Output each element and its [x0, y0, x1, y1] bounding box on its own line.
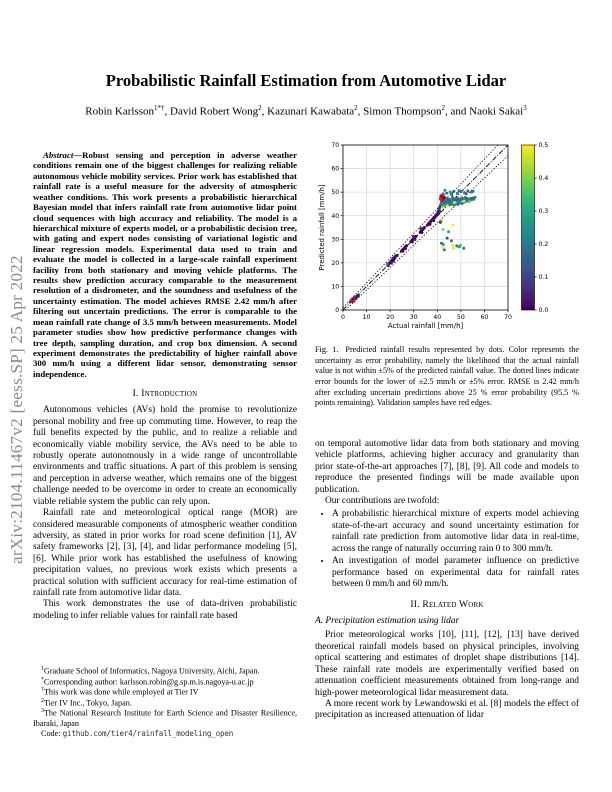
svg-text:60: 60 [331, 165, 340, 173]
contributions-list [315, 509, 579, 590]
subsection-title: Precipitation estimation using lidar [325, 616, 460, 627]
section-title: Introduction [141, 388, 198, 400]
svg-text:10: 10 [362, 314, 371, 321]
subsection-label: A. [315, 616, 324, 627]
svg-text:0.2: 0.2 [538, 241, 549, 249]
author-line: Robin Karlsson$^{1*\dagger}$, David Robert Wong$^2$, Kazunari Kawabata$^2$, Simon Thompson$^2$, and Naoki Sakai$^3$ [85, 104, 527, 118]
related-paragraph-1: Prior meteorological works [10], [11], [12], [13] have derived theoretical rainfall models based on physical principles, involving optical scattering and estimates of droplet shape distributions [14]. These rainfall rate models are experimentally verified based on attenuation coefficient measurements obtained from long-range and high-power meteorological lidar measurement data. [315, 630, 579, 698]
abstract-label: Abstract [43, 150, 74, 160]
related-paragraph-2: A more recent work by Lewandowski et al. [8] models the effect of precipitation as increased attenuation of lidar [315, 698, 579, 721]
subsection-heading-precipitation [315, 616, 579, 626]
section-number: II. [410, 599, 420, 611]
svg-text:0.3: 0.3 [538, 208, 549, 216]
intro-paragraph-2: Rainfall rate and meteorological optical range (MOR) are considered measurable components of atmospheric weather condition adversity, as stated in prior works for road scene definition [1], AV safety frameworks [2], [3], [4], and lidar performance modeling [5], [6]. While prior work has established the usefulness of knowing precipitation values, no previous work exists which presents a practical solution with sufficient accuracy for real-time estimation of rainfall rate from automotive lidar data. [33, 508, 297, 599]
footnote: *Corresponding author: karlsson.robin@g.sp.m.is.nagoya-u.ac.jp [41, 676, 254, 687]
right-column [315, 142, 579, 746]
intro-paragraph-3: This work demonstrates the use of data-driven probabilistic modeling to infer reliable values for rainfall rate based [33, 599, 297, 621]
svg-text:50: 50 [456, 314, 465, 321]
svg-text:70: 70 [331, 142, 340, 150]
contribution-item-2: • An investigation of model parameter influence on predictive performance based on experimental data for rainfall rates between 0 mm/h and 60 mm/h. [332, 556, 579, 590]
svg-text:30: 30 [331, 236, 340, 244]
footnote: $^1$Graduate School of Informatics, Nagoya University, Aichi, Japan. [41, 666, 260, 676]
svg-text:0.5: 0.5 [538, 142, 549, 150]
svg-text:0: 0 [341, 314, 345, 321]
svg-text:Actual rainfall [mm/h]: Actual rainfall [mm/h] [387, 322, 464, 330]
figure-1-caption [315, 345, 579, 409]
section-heading-introduction [33, 388, 297, 399]
svg-text:60: 60 [480, 314, 489, 321]
footnote: †This work was done while employed at Tier IV [41, 687, 199, 697]
intro-paragraph-1: Autonomous vehicles (AVs) hold the promise to revolutionize personal mobility and free up commuting time. However, to reap the full benefits expected by the public, and to realize a reliable and economically viable mobility service, the AVs need to be able to robustly operate autonomously in a wide range of uncontrollable environments and traffic situations. A part of this problem is sensing and perception in adverse weather, which remains one of the biggest challenge needed to be overcome in order to create an economically viable reliable system the public can rely upon. [33, 405, 297, 507]
rainfall-scatter-plot [315, 142, 579, 342]
footnotes-block [33, 666, 297, 739]
svg-text:Predicted rainfall [mm/h]: Predicted rainfall [mm/h] [318, 184, 326, 271]
svg-text:0.0: 0.0 [538, 307, 549, 315]
svg-text:40: 40 [331, 212, 340, 220]
abstract [33, 150, 297, 379]
arxiv-watermark: arXiv:2104.11467v2 [eess.SP] 25 Apr 2022 [7, 255, 26, 565]
footnote: $^2$Tier IV Inc., Tokyo, Japan. [41, 697, 132, 708]
left-column [33, 150, 297, 666]
figure-1-caption-label: Fig. 1. [315, 345, 339, 354]
code-repository-link[interactable]: github.com/tier4/rainfall_modeling_open [62, 728, 234, 738]
figure-1-caption-text: Predicted rainfall results represented by dots. Color represents the uncertainty as error probability, namely the likelihood that the actual rainfall value is not within ±5% of the predicted rainfall value. The dotted lines indicate error bounds for the lower of ±2.5 mm/h or ±5% error. RMSE is 2.42 mm/h after excluding uncertain predictions above 25 % error probability (95.5 % points remaining). Validation samples have red edges. [315, 345, 579, 408]
svg-text:20: 20 [386, 314, 395, 321]
contribution-item-1: • A probabilistic hierarchical mixture of experts model achieving state-of-the-art accuracy and sound uncertainty estimation for rainfall rate prediction from automotive lidar data in real-time, across the range of naturally occurring rain 0 to 300 mm/h. [332, 509, 579, 555]
svg-text:10: 10 [331, 283, 340, 291]
paper-title: Probabilistic Rainfall Estimation from Automotive Lidar [105, 71, 507, 90]
section-heading-related-work [315, 599, 579, 610]
svg-text:50: 50 [331, 189, 340, 197]
svg-text:0: 0 [335, 307, 340, 315]
footnote: Code: github.com/tier4/rainfall_modeling_open [41, 728, 234, 738]
section-title: Related Work [422, 599, 484, 611]
svg-text:20: 20 [331, 259, 340, 267]
svg-text:0.4: 0.4 [538, 175, 549, 183]
figure-1 [315, 142, 579, 409]
svg-text:30: 30 [409, 314, 418, 321]
svg-text:40: 40 [433, 314, 442, 321]
contributions-intro: Our contributions are twofold: [325, 496, 440, 507]
footnote: $^3$The National Research Institute for Earth Science and Disaster Resilience, Ibaraki, Japan [33, 708, 297, 728]
svg-text:70: 70 [504, 314, 512, 321]
section-number: I. [132, 388, 139, 400]
svg-text:0.1: 0.1 [538, 274, 549, 282]
continuation-paragraph: on temporal automotive lidar data from both stationary and moving vehicle platforms, achieving higher accuracy and granularity than prior state-of-the-art approaches [7], [8], [9]. All code and models to reproduce the presented findings will be made available upon publication. [315, 438, 579, 495]
abstract-text: —Robust sensing and perception in adverse weather conditions remain one of the biggest challenges for realizing reliable autonomous vehicle mobility services. Prior work has established that rainfall rate is a useful measure for the adversity of atmospheric weather conditions. This work presents a probabilistic hierarchical Bayesian model that infers rainfall rate from automotive lidar point cloud sequences with high accuracy and reliability. The model is a hierarchical mixture of experts model, or a probabilistic decision tree, with gating and expert nodes consisting of variational logistic and linear regression models. Experimental data used to train and evaluate the model is collected in a large-scale rainfall experiment facility from both stationary and moving vehicle platforms. The results show prediction accuracy comparable to the measurement resolution of a disdrometer, and the soundness and usefulness of the uncertainty estimation. The model achieves RMSE 2.42 mm/h after filtering out uncertain predictions. The error is comparable to the mean rainfall rate change of 3.5 mm/h between measurements. Model parameter studies show how predictive performance changes with tree depth, sampling duration, and crop box dimension. A second experiment demonstrates the predictability of higher rainfall above 300 mm/h using a different lidar sensor, demonstrating sensor independence. [33, 150, 297, 379]
